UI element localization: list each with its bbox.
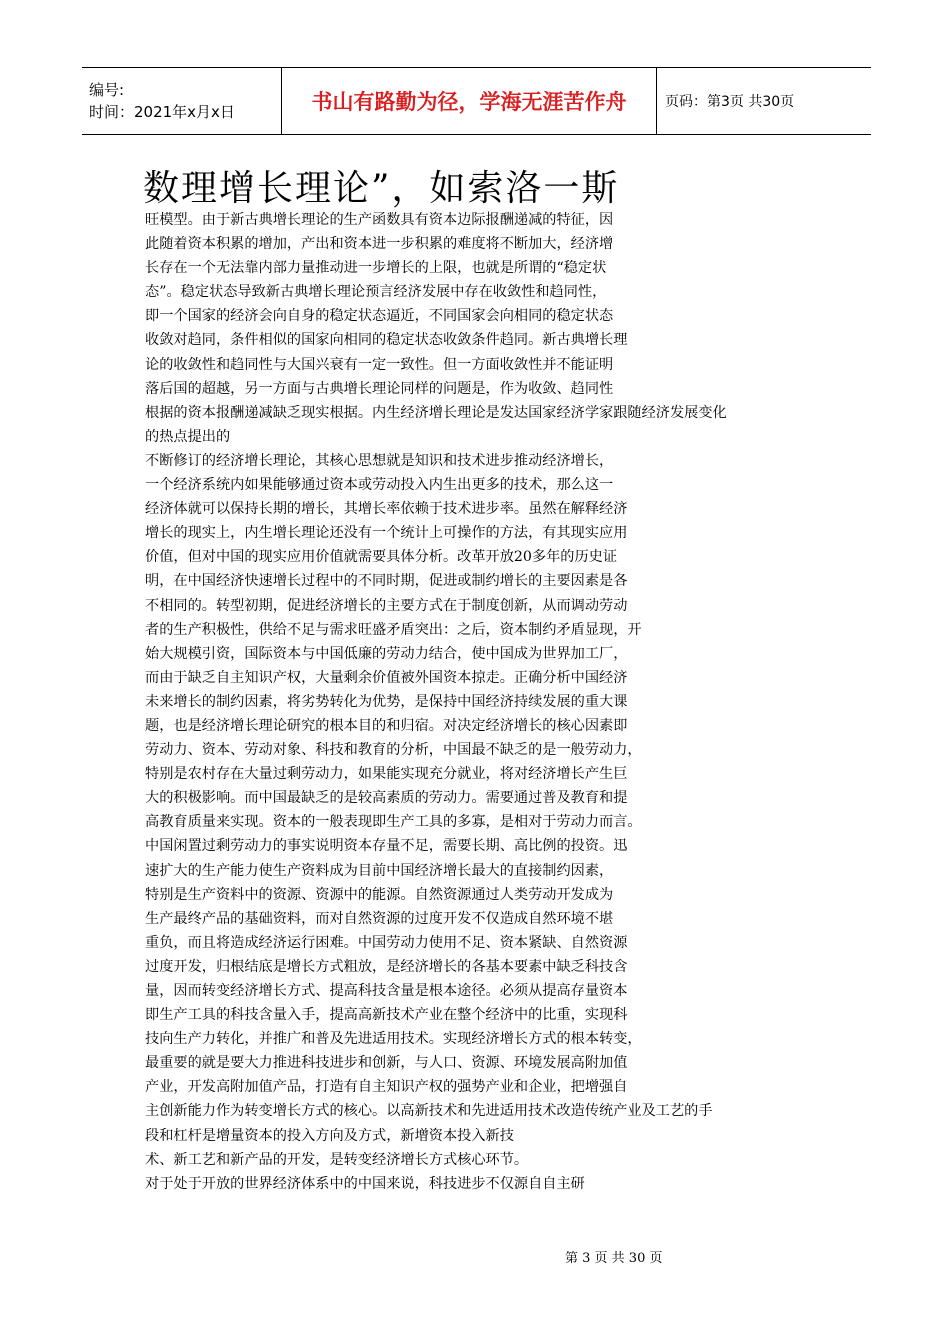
text-line: 收敛对趋同，条件相似的国家向相同的稳定状态收敛条件趋同。新古典增长理 [145,332,628,349]
page-footer: 第 3 页 共 30 页 [565,1251,663,1266]
text-line: 不断修订的经济增长理论，其核心思想就是知识和技术进步推动经济增长， [145,452,614,469]
text-line: 即一个国家的经济会向自身的稳定状态逼近，不同国家会向相同的稳定状态 [145,308,614,325]
text-line: 主创新能力作为转变增长方式的核心。以高新技术和先进适用技术改造传统产业及工艺的手 [145,1103,713,1120]
date-line: 时间：2021年x月x日 [89,103,235,121]
header-motto: 书山有路勤为径，学海无涯苦作舟 [311,90,627,114]
header-page-cell [657,68,872,135]
text-line: 落后国的超越，另一方面与古典增长理论同样的问题是，作为收敛、趋同性 [145,380,614,397]
text-line: 题，也是经济增长理论研究的根本目的和归宿。对决定经济增长的核心因素即 [145,717,628,734]
text-line: 一个经济系统内如果能够通过资本或劳动投入内生出更多的技术，那么这一 [145,477,614,494]
text-line: 不相同的。转型初期，促进经济增长的主要方式在于制度创新，从而调动劳动 [145,597,628,614]
text-line: 增长的现实上，内生增长理论还没有一个统计上可操作的方法，有其现实应用 [145,525,628,542]
text-line: 中国闲置过剩劳动力的事实说明资本存量不足，需要长期、高比例的投资。迅 [145,838,628,855]
text-line: 术、新工艺和新产品的开发，是转变经济增长方式核心环节。 [145,1151,529,1168]
text-line: 段和杠杆是增量资本的投入方向及方式，新增资本投入新技 [145,1127,514,1144]
text-line: 未来增长的制约因素，将劣势转化为优势，是保持中国经济持续发展的重大课 [145,693,628,710]
text-line: 劳动力、资本、劳动对象、科技和教育的分析，中国最不缺乏的是一般劳动力， [145,742,642,759]
text-line: 量，因而转变经济增长方式、提高科技含量是根本途径。必须从提高存量资本 [145,983,628,999]
text-line: 即生产工具的科技含量入手，提高高新技术产业在整个经济中的比重，实现科 [145,1007,628,1024]
text-line: 速扩大的生产能力使生产资料成为目前中国经济增长最大的直接制约因素， [145,862,614,879]
text-line: 经济体就可以保持长期的增长，其增长率依赖于技术进步率。虽然在解释经济 [145,501,628,518]
text-line: 特别是生产资料中的资源、资源中的能源。自然资源通过人类劳动开发成为 [145,886,614,903]
text-line: 旺模型。由于新古典增长理论的生产函数具有资本边际报酬递减的特征，因 [145,212,614,228]
text-line: 态”。稳定状态导致新古典增长理论预言经济发展中存在收敛性和趋同性， [145,284,607,301]
text-line: 价值，但对中国的现实应用价值就需要具体分析。改革开放20多年的历史证 [145,549,618,566]
text-line: 论的收敛性和趋同性与大国兴衰有一定一致性。但一方面收敛性并不能证明 [145,356,614,373]
text-line: 而由于缺乏自主知识产权，大量剩余价值被外国资本掠走。正确分析中国经济 [145,669,628,686]
text-line: 技向生产力转化，并推广和普及先进适用技术。实现经济增长方式的根本转变， [145,1031,642,1048]
text-line: 过度开发，归根结底是增长方式粗放，是经济增长的各基本要素中缺乏科技含 [145,958,628,975]
text-line: 始大规模引资，国际资本与中国低廉的劳动力结合，使中国成为世界加工厂， [145,645,628,662]
text-line: 此随着资本积累的增加，产出和资本进一步积累的难度将不断加大，经济增 [145,236,614,253]
text-line: 长存在一个无法靠内部力量推动进一步增长的上限，也就是所谓的“稳定状 [145,260,607,277]
text-line: 的热点提出的 [145,428,231,445]
document-title: 数理增长理论”，如索洛一斯 [143,168,620,209]
text-line: 明，在中国经济快速增长过程中的不同时期，促进或制约增长的主要因素是各 [145,573,628,590]
text-line: 产业，开发高附加值产品，打造有自主知识产权的强势产业和企业，把增强自 [145,1079,628,1096]
page-header [82,67,871,135]
text-line: 者的生产积极性，供给不足与需求旺盛矛盾突出：之后，资本制约矛盾显现，开 [145,621,642,638]
text-line: 高教育质量来实现。资本的一般表现即生产工具的多寡，是相对于劳动力而言。 [145,814,642,831]
header-motto-cell [282,68,657,135]
text-line: 对于处于开放的世界经济体系中的中国来说，科技进步不仅源自自主研 [145,1175,585,1192]
serial-number-label: 编号: [89,81,125,99]
text-line: 根据的资本报酬递减缺乏现实根据。内生经济增长理论是发达国家经济学家跟随经济发展变化 [145,404,727,421]
text-line: 生产最终产品的基础资料，而对自然资源的过度开发不仅造成自然环境不堪 [145,910,614,927]
header-page-info: 页码：第3页 共30页 [665,94,795,110]
text-line: 大的积极影响。而中国最缺乏的是较高素质的劳动力。需要通过普及教育和提 [145,790,628,807]
text-line: 重负，而且将造成经济运行困难。中国劳动力使用不足、资本紧缺、自然资源 [145,934,628,951]
text-line: 最重要的就是要大力推进科技进步和创新，与人口、资源、环境发展高附加值 [145,1055,628,1072]
text-line: 特别是农村存在大量过剩劳动力，如果能实现充分就业，将对经济增长产生巨 [145,766,628,783]
body-text [145,208,825,1196]
header-meta-cell [82,68,282,135]
